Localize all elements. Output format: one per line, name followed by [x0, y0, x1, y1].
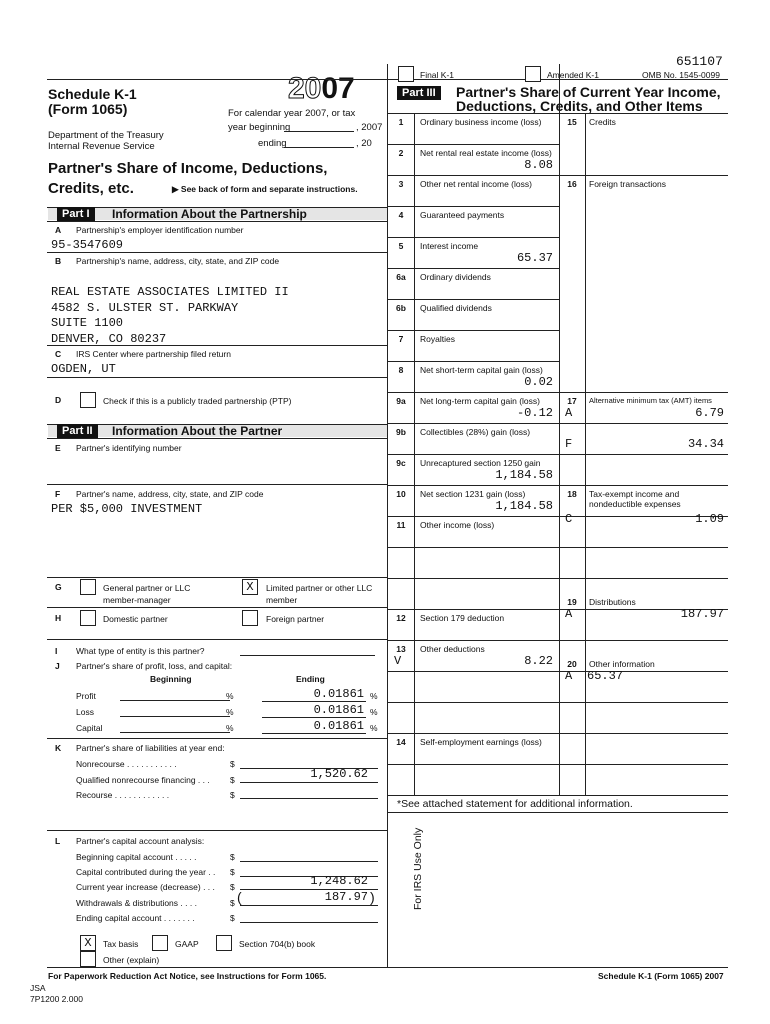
part1-title-rule: [47, 221, 387, 222]
gaap-label: GAAP: [175, 939, 199, 949]
address-line: 4582 S. ULSTER ST. PARKWAY: [51, 300, 239, 315]
line-label: Self-employment earnings (loss): [420, 737, 542, 747]
capital-ending-rule: [262, 733, 366, 734]
line-number: 10: [396, 489, 406, 499]
line-code[interactable]: A: [565, 607, 573, 621]
gaap-checkbox[interactable]: [152, 935, 168, 951]
part3-label: Part III: [397, 86, 441, 100]
general-partner-label: General partner or LLC: [103, 583, 191, 593]
line-label: Other deductions: [420, 644, 485, 654]
dollar-sign: $: [230, 867, 235, 877]
ending-capital-field[interactable]: [240, 922, 378, 923]
line-number: 17: [567, 396, 577, 406]
item-f-letter: F: [55, 489, 61, 499]
amended-k1-label: Amended K-1: [547, 70, 599, 80]
item-c-letter: C: [55, 349, 62, 359]
line-number: 11: [396, 520, 406, 530]
beginning-header: Beginning: [150, 674, 192, 684]
line-code[interactable]: F: [565, 437, 573, 451]
item-l-label: Partner's capital account analysis:: [76, 836, 205, 846]
year-outline: 20: [288, 72, 322, 105]
line-number: 1: [398, 117, 404, 127]
pct-sign: %: [370, 723, 378, 733]
bottom-rule: [47, 967, 728, 968]
pct-sign: %: [370, 691, 378, 701]
item-e-label: Partner's identifying number: [76, 443, 182, 453]
line-number: 8: [398, 365, 404, 375]
profit-ending-value[interactable]: 0.01861: [313, 687, 364, 701]
line-number: 5: [398, 241, 404, 251]
dollar-sign: $: [230, 882, 235, 892]
line-number: 6a: [396, 272, 406, 282]
line-number: 20: [567, 659, 577, 669]
line-label: Credits: [589, 117, 616, 127]
dollar-sign: $: [230, 852, 235, 862]
year-beginning-field[interactable]: [284, 131, 354, 132]
line-label: Foreign transactions: [589, 179, 667, 189]
line-label: Other income (loss): [420, 520, 495, 530]
item-g-letter: G: [55, 582, 62, 592]
rule-g: [47, 607, 387, 608]
ending-label: ending: [258, 138, 287, 149]
line-label: nondeductible expenses: [589, 499, 681, 509]
part2-label: Part II: [57, 424, 98, 438]
bottom-grid-rule: [388, 795, 728, 796]
irs-center[interactable]: OGDEN, UT: [51, 362, 116, 376]
limited-partner-label-2: member: [266, 595, 298, 605]
ptp-checkbox[interactable]: [80, 392, 96, 408]
address-line: SUITE 1100: [51, 316, 124, 330]
section-704b-label: Section 704(b) book: [239, 939, 316, 949]
item-f-label: Partner's name, address, city, state, and ZIP code: [76, 489, 264, 499]
open-paren: (: [237, 889, 242, 905]
tax-basis-checkbox[interactable]: X: [80, 935, 96, 951]
irs-label: Internal Revenue Service: [48, 141, 155, 152]
part3-title-2: Deductions, Credits, and Other Items: [456, 98, 703, 114]
line-label: Guaranteed payments: [420, 210, 505, 220]
line-value[interactable]: 187.97: [680, 607, 724, 621]
line-number: 4: [398, 210, 404, 220]
line-label: Royalties: [420, 334, 455, 344]
withdrawals-value[interactable]: 187.97: [324, 890, 368, 904]
line-label: Other information: [589, 659, 655, 669]
ending-suffix: , 20: [356, 138, 372, 149]
item-k-letter: K: [55, 743, 62, 753]
profit-ending-rule: [262, 701, 366, 702]
nonrecourse-label: Nonrecourse . . . . . . . . . . .: [76, 759, 177, 769]
share-title-2: Credits, etc.: [48, 180, 134, 197]
paperwork-notice: For Paperwork Reduction Act Notice, see Instructions for Form 1065.: [48, 971, 327, 981]
address-line: DENVER, CO 80237: [51, 331, 167, 346]
item-i-letter: I: [55, 646, 58, 656]
year-bold: 07: [321, 72, 355, 105]
partnership-address[interactable]: [51, 285, 289, 347]
general-partner-checkbox[interactable]: [80, 579, 96, 595]
partnership-ein[interactable]: 95-3547609: [51, 238, 124, 252]
limited-partner-checkbox[interactable]: X: [242, 579, 258, 595]
rule-f: [47, 577, 387, 578]
dollar-sign: $: [230, 898, 235, 908]
ending-field[interactable]: [284, 147, 354, 148]
pct-sign: %: [226, 707, 234, 717]
line-number: 19: [567, 597, 577, 607]
line-value[interactable]: 0.02: [524, 375, 553, 389]
line-number: 9b: [396, 427, 406, 437]
year-beginning-suffix: , 2007: [356, 122, 383, 133]
middle-column-rule: [559, 64, 560, 795]
line-label: Interest income: [420, 241, 479, 251]
capital-label: Capital: [76, 723, 103, 733]
part2-title-rule: [47, 438, 387, 439]
dollar-sign: $: [230, 913, 235, 923]
part1-title: Information About the Partnership: [112, 207, 307, 221]
see-back-note: ▶ See back of form and separate instructions.: [172, 184, 358, 194]
year-beginning-label: year beginning: [228, 122, 291, 133]
loss-ending-value[interactable]: 0.01861: [313, 703, 364, 717]
withdrawals-rule: [240, 905, 378, 906]
line-code[interactable]: A: [565, 406, 573, 420]
withdrawals-label: Withdrawals & distributions . . . .: [76, 898, 197, 908]
line-value[interactable]: 65.37: [516, 251, 553, 265]
form-subtitle: (Form 1065): [48, 101, 128, 117]
line-number: 16: [567, 179, 577, 189]
final-k1-checkbox[interactable]: [398, 66, 414, 82]
line-label: Section 179 deduction: [420, 613, 505, 623]
section-704b-checkbox[interactable]: [216, 935, 232, 951]
line-number: 18: [567, 489, 577, 499]
pct-sign: %: [226, 691, 234, 701]
line-value[interactable]: 8.08: [524, 158, 553, 172]
omb-number: OMB No. 1545-0099: [642, 70, 720, 80]
line-number: 6b: [396, 303, 406, 313]
item-j-label: Partner's share of profit, loss, and capital:: [76, 661, 233, 671]
part3-title-1: Partner's Share of Current Year Income,: [456, 84, 721, 100]
line-value[interactable]: 34.34: [687, 437, 724, 451]
note-rule: [388, 812, 728, 813]
line-number: 9c: [396, 458, 406, 468]
capital-ending-value[interactable]: 0.01861: [313, 719, 364, 733]
beginning-capital-field[interactable]: [240, 861, 378, 862]
rule-h: [47, 639, 387, 640]
line-value[interactable]: 1,184.58: [495, 468, 553, 482]
item-b-label: Partnership's name, address, city, state, and ZIP code: [76, 256, 280, 266]
loss-ending-rule: [262, 717, 366, 718]
loss-beginning-field[interactable]: [120, 716, 230, 717]
dept-treasury: Department of the Treasury: [48, 130, 164, 141]
line-label: Net long-term capital gain (loss): [420, 396, 540, 406]
foreign-partner-checkbox[interactable]: [242, 610, 258, 626]
line-label: Ordinary dividends: [420, 272, 491, 282]
pct-sign: %: [370, 707, 378, 717]
attached-statement-note: *See attached statement for additional information.: [397, 798, 633, 810]
item-k-label: Partner's share of liabilities at year end:: [76, 743, 225, 753]
recourse-label: Recourse . . . . . . . . . . . .: [76, 790, 170, 800]
line-number: 2: [398, 148, 404, 158]
rule-k: [47, 830, 387, 831]
current-year-increase-value[interactable]: 1,248.62: [310, 874, 368, 888]
capital-contributed-label: Capital contributed during the year . .: [76, 867, 216, 877]
amended-k1-checkbox[interactable]: [525, 66, 541, 82]
calendar-year-label: For calendar year 2007, or tax: [228, 108, 356, 119]
entity-type-field[interactable]: [240, 655, 375, 656]
profit-beginning-field[interactable]: [120, 700, 230, 701]
current-year-increase-label: Current year increase (decrease) . . .: [76, 882, 215, 892]
item-h-letter: H: [55, 613, 62, 623]
final-k1-label: Final K-1: [420, 70, 455, 80]
foreign-partner-label: Foreign partner: [266, 614, 325, 624]
rule-e: [47, 484, 387, 485]
dollar-sign: $: [230, 759, 235, 769]
line-number: 7: [398, 334, 404, 344]
close-paren: ): [370, 889, 375, 905]
line-code[interactable]: V: [394, 654, 402, 668]
rule-a: [47, 252, 387, 253]
line-value[interactable]: 1.09: [695, 512, 724, 526]
rule-c: [47, 377, 387, 378]
line-code[interactable]: A: [565, 669, 573, 683]
line-label: Net short-term capital gain (loss): [420, 365, 543, 375]
line-label: Tax-exempt income and: [589, 489, 680, 499]
barcode-number: 651107: [676, 54, 723, 69]
line-label: Net rental real estate income (loss): [420, 148, 552, 158]
dollar-sign: $: [230, 775, 235, 785]
line-value[interactable]: 65.37: [587, 669, 624, 683]
rule-j: [47, 738, 387, 739]
other-basis-checkbox[interactable]: [80, 951, 96, 967]
line-value[interactable]: -0.12: [516, 406, 553, 420]
line-label: Net section 1231 gain (loss): [420, 489, 526, 499]
line-number: 14: [396, 737, 406, 747]
item-i-label: What type of entity is this partner?: [76, 646, 205, 656]
line-value[interactable]: 1,184.58: [495, 499, 553, 513]
line-number: 9a: [396, 396, 406, 406]
line-label: Unrecaptured section 1250 gain: [420, 458, 541, 468]
item-a-label: Partnership's employer identification number: [76, 225, 244, 235]
line-label: Other net rental income (loss): [420, 179, 532, 189]
partner-name[interactable]: PER $5,000 INVESTMENT: [51, 502, 203, 516]
capital-beginning-field[interactable]: [120, 732, 230, 733]
form-footer-id: Schedule K-1 (Form 1065) 2007: [598, 971, 724, 981]
line-code[interactable]: C: [565, 512, 573, 526]
number-column-rule: [414, 113, 415, 795]
loss-label: Loss: [76, 707, 94, 717]
item-b-letter: B: [55, 256, 62, 266]
qualified-nonrecourse-value[interactable]: 1,520.62: [310, 767, 368, 781]
pct-sign: %: [226, 723, 234, 733]
domestic-partner-label: Domestic partner: [103, 614, 168, 624]
line-label: Alternative minimum tax (AMT) items: [589, 396, 712, 405]
line-label: Collectibles (28%) gain (loss): [420, 427, 531, 437]
line-number: 15: [567, 117, 577, 127]
ending-header: Ending: [296, 674, 325, 684]
recourse-field[interactable]: [240, 798, 378, 799]
ending-capital-label: Ending capital account . . . . . . .: [76, 913, 195, 923]
profit-label: Profit: [76, 691, 96, 701]
item-a-letter: A: [55, 225, 62, 235]
dollar-sign: $: [230, 790, 235, 800]
line-value[interactable]: 8.22: [524, 654, 553, 668]
line-label: Qualified dividends: [420, 303, 492, 313]
other-basis-label: Other (explain): [103, 955, 160, 965]
qualified-nonrecourse-rule: [240, 782, 378, 783]
code-column-rule: [585, 113, 586, 795]
irs-use-only-label: For IRS Use Only: [412, 827, 424, 910]
share-title-1: Partner's Share of Income, Deductions,: [48, 160, 328, 177]
general-partner-label-2: member-manager: [103, 595, 171, 605]
item-e-letter: E: [55, 443, 61, 453]
item-l-letter: L: [55, 836, 61, 846]
form-title: Schedule K-1: [48, 86, 137, 102]
qualified-nonrecourse-label: Qualified nonrecourse financing . . .: [76, 775, 210, 785]
line-label: Ordinary business income (loss): [420, 117, 542, 127]
part1-label: Part I: [57, 207, 95, 221]
limited-partner-label: Limited partner or other LLC: [266, 583, 373, 593]
rule-b: [47, 345, 387, 346]
beginning-capital-label: Beginning capital account . . . . .: [76, 852, 197, 862]
item-c-label: IRS Center where partnership filed return: [76, 349, 231, 359]
line-number: 12: [396, 613, 406, 623]
domestic-partner-checkbox[interactable]: [80, 610, 96, 626]
tax-basis-label: Tax basis: [103, 939, 139, 949]
line-label: Distributions: [589, 597, 636, 607]
address-line: REAL ESTATE ASSOCIATES LIMITED II: [51, 285, 289, 299]
line-number: 13: [396, 644, 406, 654]
line-value[interactable]: 6.79: [695, 406, 724, 420]
jsa-label: JSA: [30, 983, 46, 993]
item-j-letter: J: [55, 661, 60, 671]
line-number: 3: [398, 179, 404, 189]
item-d-letter: D: [55, 395, 62, 405]
ptp-label: Check if this is a publicly traded partnership (PTP): [103, 396, 292, 406]
form-code: 7P1200 2.000: [30, 994, 83, 1004]
part2-title: Information About the Partner: [112, 424, 283, 438]
